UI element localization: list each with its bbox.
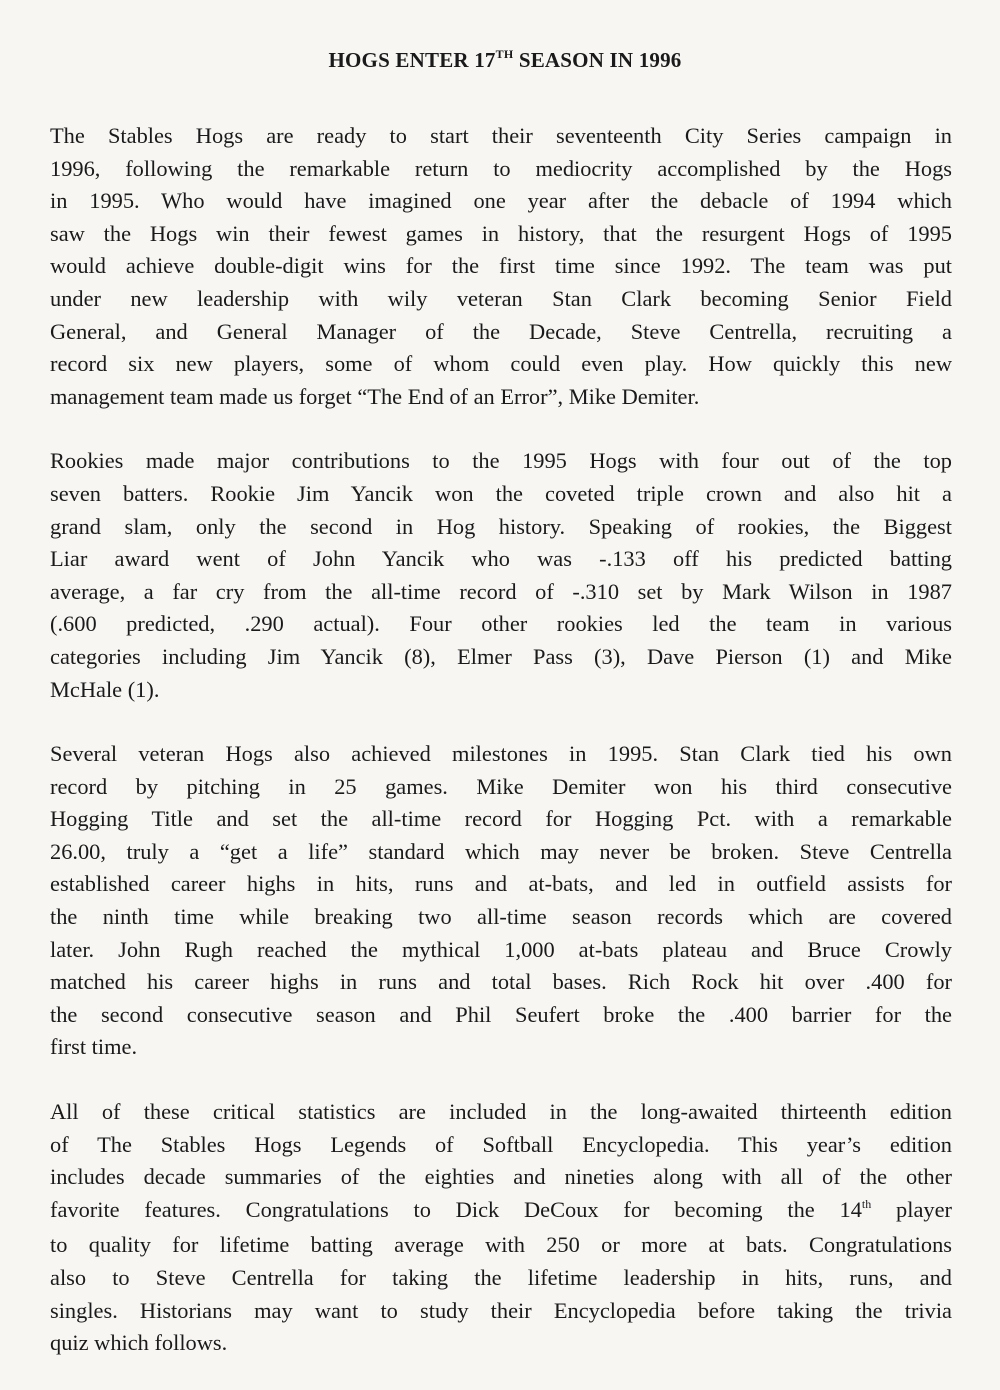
title-main: HOGS ENTER 17 bbox=[328, 48, 496, 72]
paragraph-line: Liar award went of John Yancik who was -.133 off his predicted batting bbox=[50, 546, 952, 572]
paragraph-line: of The Stables Hogs Legends of Softball Encyclopedia. This year’s edition bbox=[50, 1131, 952, 1157]
title-rest: SEASON IN 1996 bbox=[513, 48, 682, 72]
paragraph-line: includes decade summaries of the eighties and nineties along with all of the other bbox=[50, 1164, 952, 1190]
paragraph-line: later. John Rugh reached the mythical 1,000 at-bats plateau and Bruce Crowly bbox=[50, 936, 952, 962]
line-text-after: player bbox=[871, 1196, 952, 1222]
paragraph-4 bbox=[50, 1096, 960, 1360]
line-text-before: favorite features. Congratulations to Dick DeCoux for becoming the 14 bbox=[50, 1196, 862, 1222]
paragraph-line: (.600 predicted, .290 actual). Four other rookies led the team in various bbox=[50, 611, 952, 637]
paragraph-line: 1996, following the remarkable return to mediocrity accomplished by the Hogs bbox=[50, 155, 952, 181]
ordinal-suffix: th bbox=[861, 1196, 872, 1211]
paragraph-line: quiz which follows. bbox=[50, 1330, 228, 1356]
paragraph-line: average, a far cry from the all-time record of -.310 set by Mark Wilson in 1987 bbox=[50, 578, 952, 604]
title-ordinal: TH bbox=[495, 47, 514, 61]
paragraph-line: record six new players, some of whom could even play. How quickly this new bbox=[50, 351, 952, 377]
paragraph-line: established career highs in hits, runs and at-bats, and led in outfield assists for bbox=[50, 871, 952, 897]
paragraph-line: would achieve double-digit wins for the first time since 1992. The team was put bbox=[50, 253, 952, 279]
document-title bbox=[50, 44, 960, 79]
paragraph-line: the ninth time while breaking two all-time season records which are covered bbox=[50, 904, 952, 930]
paragraph-line: to quality for lifetime batting average with 250 or more at bats. Congratulations bbox=[50, 1232, 952, 1258]
paragraph-line: seven batters. Rookie Jim Yancik won the coveted triple crown and also hit a bbox=[50, 480, 952, 506]
paragraph-line: matched his career highs in runs and total bases. Rich Rock hit over .400 for bbox=[50, 969, 952, 995]
paragraph-line: McHale (1). bbox=[50, 676, 160, 702]
paragraph-line: General, and General Manager of the Decade, Steve Centrella, recruiting a bbox=[50, 318, 952, 344]
paragraph-line: saw the Hogs win their fewest games in history, that the resurgent Hogs of 1995 bbox=[50, 220, 952, 246]
paragraph-line: also to Steve Centrella for taking the lifetime leadership in hits, runs, and bbox=[50, 1265, 952, 1290]
paragraph-line: singles. Historians may want to study their Encyclopedia before taking the trivia bbox=[50, 1297, 952, 1323]
paragraph-line: categories including Jim Yancik (8), Elmer Pass (3), Dave Pierson (1) and Mike bbox=[50, 643, 952, 669]
paragraph-line bbox=[50, 1194, 952, 1230]
paragraph-line: All of these critical statistics are included in the long-awaited thirteenth edition bbox=[50, 1099, 952, 1125]
paragraph-line: Several veteran Hogs also achieved milestones in 1995. Stan Clark tied his own bbox=[50, 741, 952, 767]
paragraph-3 bbox=[50, 738, 960, 1064]
paragraph-line: The Stables Hogs are ready to start their seventeenth City Series campaign in bbox=[50, 123, 952, 148]
paragraph-line: Rookies made major contributions to the 1995 Hogs with four out of the top bbox=[50, 448, 952, 474]
paragraph-line: Hogging Title and set the all-time record for Hogging Pct. with a remarkable bbox=[50, 806, 952, 832]
paragraph-1 bbox=[50, 120, 960, 413]
paragraph-line: the second consecutive season and Phil Seufert broke the .400 barrier for the bbox=[50, 1001, 952, 1027]
paragraph-line: 26.00, truly a “get a life” standard which may never be broken. Steve Centrella bbox=[50, 838, 952, 864]
paragraph-line: management team made us forget “The End of an Error”, Mike Demiter. bbox=[50, 383, 700, 409]
paragraph-line: first time. bbox=[50, 1034, 138, 1060]
paragraph-line: under new leadership with wily veteran Stan Clark becoming Senior Field bbox=[50, 285, 952, 311]
paragraph-line: record by pitching in 25 games. Mike Demiter won his third consecutive bbox=[50, 773, 952, 799]
paragraph-line: in 1995. Who would have imagined one year after the debacle of 1994 which bbox=[50, 188, 952, 214]
paragraph-line: grand slam, only the second in Hog history. Speaking of rookies, the Biggest bbox=[50, 513, 952, 539]
paragraph-2 bbox=[50, 445, 960, 706]
